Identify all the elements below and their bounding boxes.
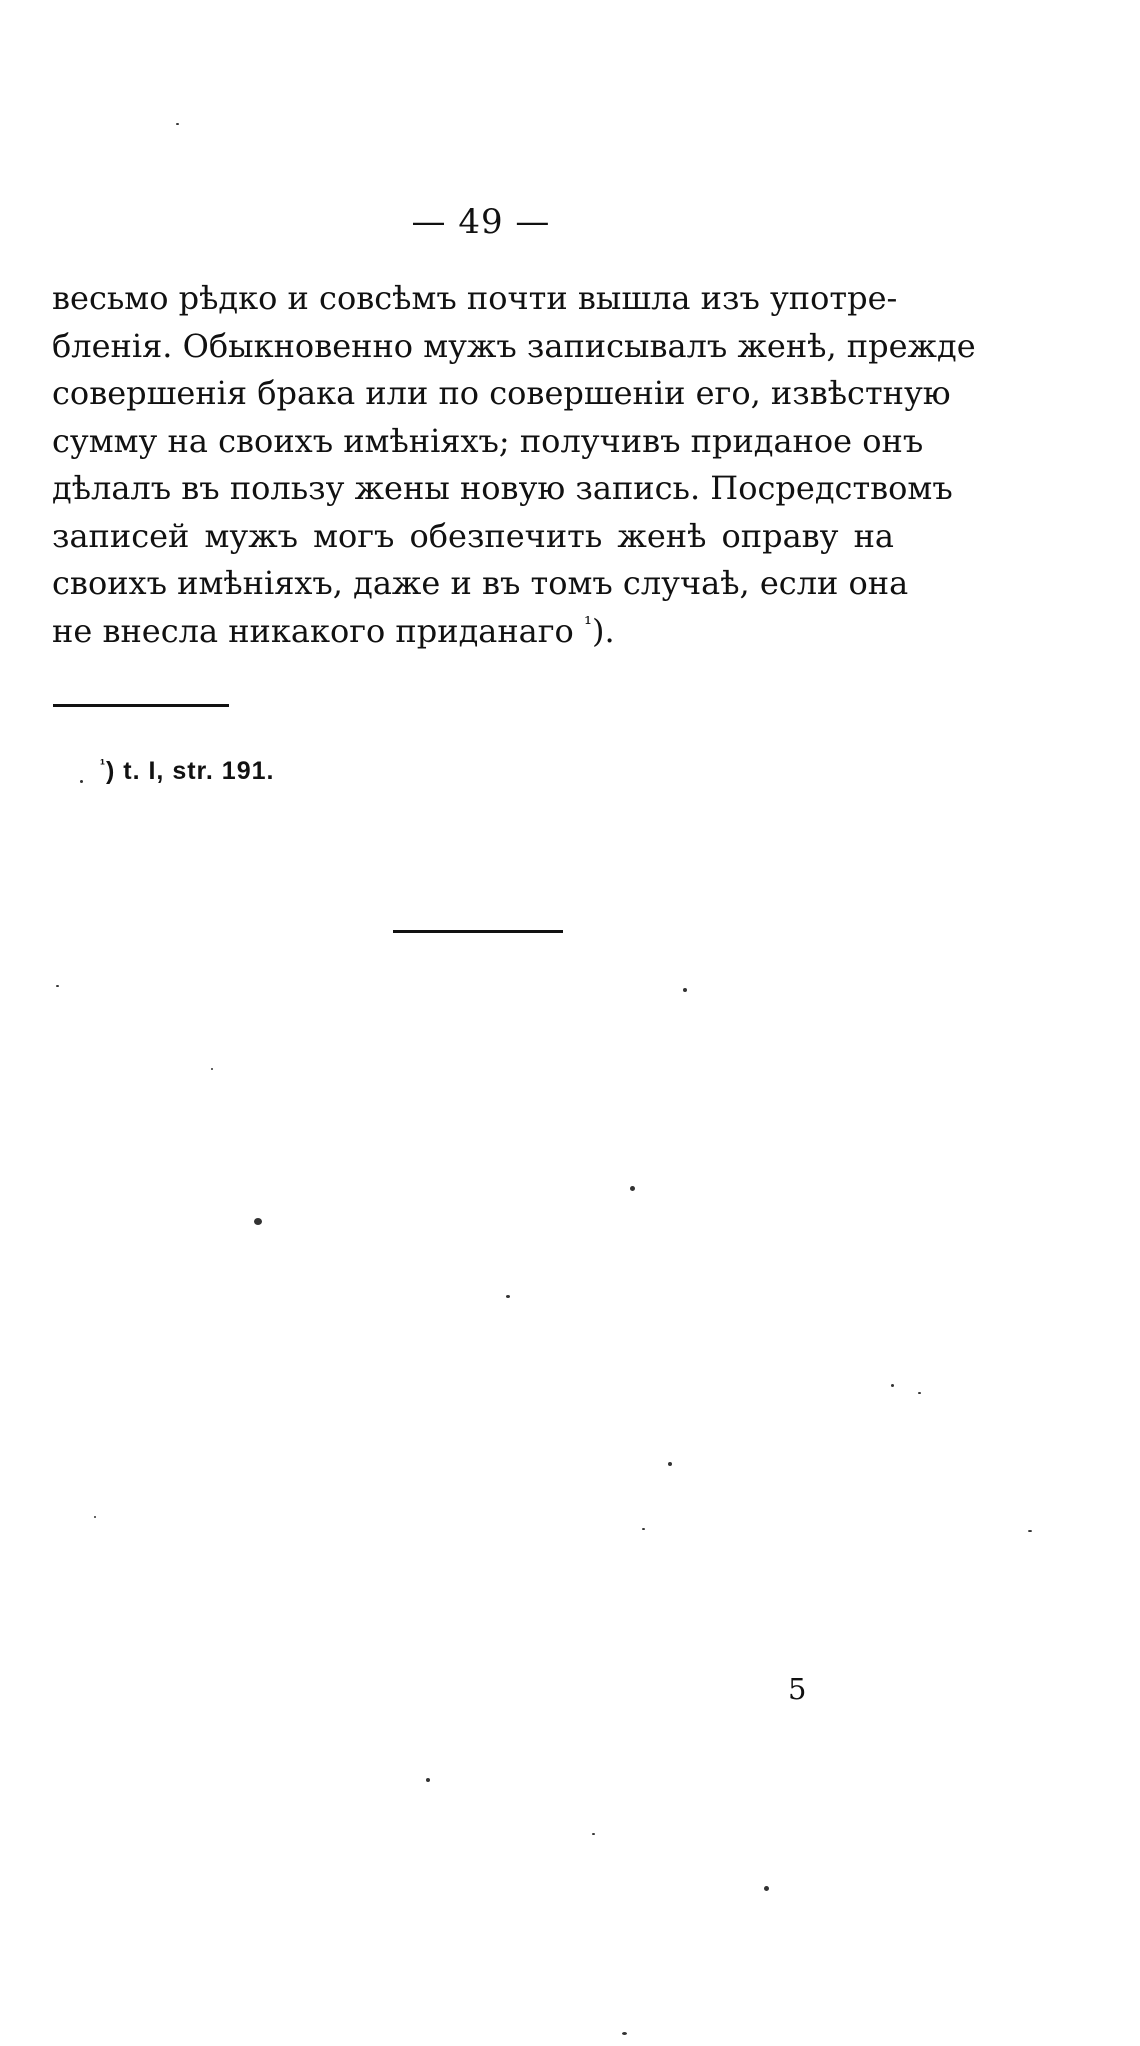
scan-speck [642,1528,645,1530]
body-line: записей мужъ могъ обезпечить женѣ оправу на [52,516,894,555]
body-line: совершенія брака или по совершеніи его, извѣстную [52,374,951,412]
body-line: весьмо рѣдко и совсѣмъ почти вышла изъ употре- [52,279,898,317]
scan-speck [592,1833,595,1835]
scan-speck [683,988,687,992]
body-line: дѣлалъ въ пользу жены новую запись. Посредствомъ [52,469,953,507]
footnote-reference: ¹ [583,610,592,635]
body-line: бленія. Обыкновенно мужъ записывалъ женѣ, прежде [52,326,976,365]
page-number: — 49 — [411,202,551,242]
scan-speck [622,2032,627,2035]
scan-speck [211,1068,213,1070]
footnote-text: ) t. I, str. 191. [106,757,275,785]
body-line: своихъ имѣніяхъ, даже и въ томъ случаѣ, если она [52,564,909,602]
scan-speck [668,1462,672,1466]
body-line-end: ). [591,611,615,650]
body-line-text: не внесла никакого приданаго [52,611,574,650]
body-line-last [52,608,894,656]
scan-speck [918,1392,921,1394]
scan-speck [891,1384,894,1387]
scan-speck [80,780,83,783]
scan-speck [426,1778,430,1782]
scan-speck [94,1516,96,1518]
scan-speck [56,985,59,987]
body-text [52,275,976,655]
scan-speck [1028,1530,1032,1532]
scan-speck [630,1186,635,1191]
scan-speck [764,1886,769,1891]
footnote [100,757,274,786]
scan-speck [176,123,179,125]
body-line: сумму на своихъ имѣніяхъ; получивъ приданое онъ [52,421,924,460]
scan-speck [254,1218,262,1225]
footnote-mark: ¹ [100,756,106,774]
end-of-text-rule [393,930,563,933]
signature-mark: 5 [788,1672,807,1706]
scan-speck [506,1295,510,1298]
footnote-separator-rule [53,704,229,707]
